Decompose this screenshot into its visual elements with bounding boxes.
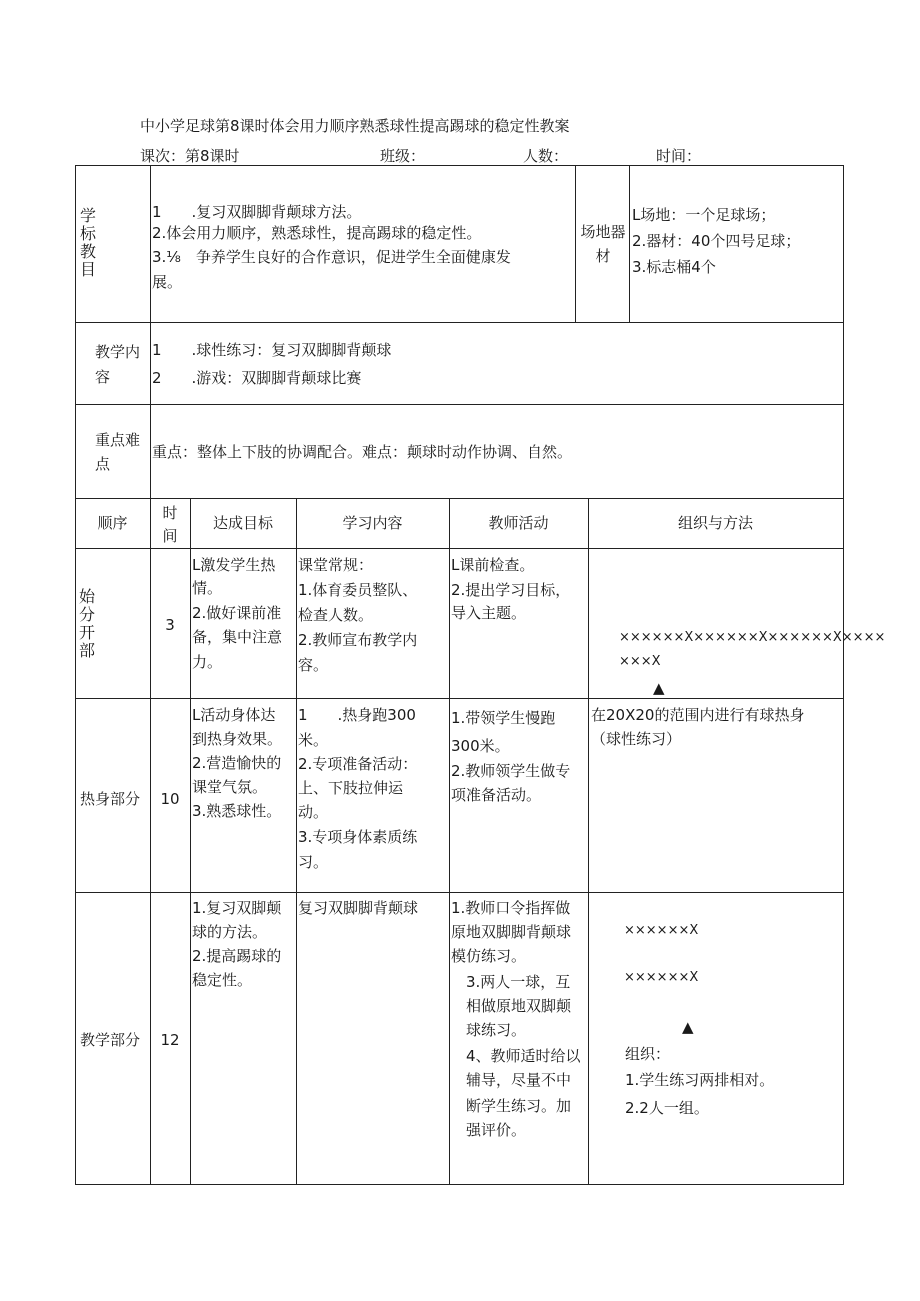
row-goal-line: 课堂气氛。 xyxy=(192,778,268,796)
row-org-line: 组织： xyxy=(625,1045,671,1063)
row-goal-line: 到热身效果。 xyxy=(192,730,283,748)
goal-item: 1 .复习双脚脚背颠球方法。 xyxy=(152,203,362,221)
row-time: 3 xyxy=(165,616,175,634)
row-order: 教学部分 xyxy=(80,1031,141,1049)
row-teacher-line: 导入主题。 xyxy=(451,604,527,622)
header-goal: 达成目标 xyxy=(212,514,273,532)
row-teacher-line: 项准备活动。 xyxy=(451,786,542,804)
row-learn-line: 2.教师宣布教学内 xyxy=(298,631,418,649)
row-goal-line: 力。 xyxy=(192,653,223,671)
venue-item: 2.器材：40个四号足球； xyxy=(632,232,801,250)
lesson-number: 课次：第8课时 xyxy=(140,147,240,165)
row-learn-line: 容。 xyxy=(298,656,329,674)
row-teacher-line: 模仿练习。 xyxy=(451,947,527,965)
header-teacher: 教师活动 xyxy=(488,514,549,532)
teacher-marker-icon: ▲ xyxy=(682,1018,694,1036)
header-org: 组织与方法 xyxy=(677,514,753,532)
row-learn-line: 课堂常规： xyxy=(298,556,374,574)
keypoints-text: 重点：整体上下肢的协调配合。难点：颠球时动作协调、自然。 xyxy=(152,443,573,461)
row-learn-line: 复习双脚脚背颠球 xyxy=(298,899,419,917)
row-teacher-line: 4、教师适时给以 xyxy=(451,1047,581,1065)
class-label: 班级： xyxy=(380,147,426,165)
formation-line: ××××××X××××××X××××××X×××× xyxy=(619,630,886,645)
goals-label: 学标教目 xyxy=(80,206,97,279)
row-teacher-line: 3.两人一球，互 xyxy=(451,973,571,991)
row-order: 热身部分 xyxy=(80,790,141,808)
row-teacher-line: 断学生练习。加 xyxy=(451,1097,572,1115)
row-org-line: 在20X20的范围内进行有球热身 xyxy=(591,706,805,724)
row-time: 12 xyxy=(160,1031,180,1049)
count-label: 人数： xyxy=(523,147,569,165)
row-teacher-line: 强评价。 xyxy=(451,1121,527,1139)
goal-item: 2.体会用力顺序，熟悉球性，提高踢球的稳定性。 xyxy=(152,224,482,242)
row-teacher-line: 1.教师口令指挥做 xyxy=(451,899,571,917)
row-learn-line: 1.体育委员整队、 xyxy=(298,581,418,599)
time-label: 时间： xyxy=(656,147,702,165)
venue-label: 场地器材 xyxy=(580,223,626,265)
goal-item: 3.⅛ 争养学生良好的合作意识，促进学生全面健康发 xyxy=(152,248,511,266)
row-learn-line: 上、下肢拉伸运 xyxy=(298,779,404,797)
row-teacher-line: 球练习。 xyxy=(451,1021,527,1039)
header-time-line: 时 xyxy=(162,504,178,522)
row-teacher-line: 2.提出学习目标， xyxy=(451,581,571,599)
row-goal-line: 2.做好课前准 xyxy=(192,604,282,622)
row-org-line: 2.2人一组。 xyxy=(625,1099,709,1117)
row-teacher-line: 辅导，尽量不中 xyxy=(451,1071,572,1089)
goal-item: 展。 xyxy=(152,273,183,291)
content-item: 1 .球性练习：复习双脚脚背颠球 xyxy=(152,341,392,359)
row-goal-line: 2.提高踢球的 xyxy=(192,947,282,965)
row-teacher-line: 300米。 xyxy=(451,737,510,755)
row-goal-line: L激发学生热 xyxy=(192,556,276,574)
content-item: 2 .游戏：双脚脚背颠球比赛 xyxy=(152,369,362,387)
row-time: 10 xyxy=(160,790,180,808)
document-title: 中小学足球第8课时体会用力顺序熟悉球性提高踢球的稳定性教案 xyxy=(140,117,570,135)
header-time-line: 间 xyxy=(162,527,178,545)
row-teacher-line: 2.教师领学生做专 xyxy=(451,762,571,780)
formation-line: ××××××X xyxy=(624,970,699,985)
row-teacher-line: 1.带领学生慢跑 xyxy=(451,709,556,727)
venue-item: L场地：一个足球场； xyxy=(632,206,776,224)
row-learn-line: 动。 xyxy=(298,803,329,821)
teacher-marker-icon: ▲ xyxy=(653,679,665,697)
row-goal-line: 情。 xyxy=(192,579,223,597)
row-org-line: 1.学生练习两排相对。 xyxy=(625,1071,775,1089)
row-teacher-line: 原地双脚脚背颠球 xyxy=(451,923,572,941)
row-learn-line: 1 .热身跑300 xyxy=(298,706,416,724)
row-goal-line: 球的方法。 xyxy=(192,923,268,941)
row-goal-line: 2.营造愉快的 xyxy=(192,754,282,772)
venue-item: 3.标志桶4个 xyxy=(632,258,716,276)
row-learn-line: 3.专项身体素质练 xyxy=(298,828,418,846)
row-learn-line: 2.专项准备活动： xyxy=(298,755,418,773)
header-order: 顺序 xyxy=(97,514,128,532)
header-learn: 学习内容 xyxy=(342,514,403,532)
formation-line: ××××××X xyxy=(624,923,699,938)
content-label-line: 容 xyxy=(95,368,111,386)
row-learn-line: 习。 xyxy=(298,853,329,871)
row-goal-line: 备，集中注意 xyxy=(192,628,283,646)
row-goal-line: 稳定性。 xyxy=(192,971,253,989)
formation-line: ×××X xyxy=(619,654,661,669)
row-goal-line: 1.复习双脚颠 xyxy=(192,899,282,917)
row-goal-line: 3.熟悉球性。 xyxy=(192,802,282,820)
keypoints-label-line: 重点难 xyxy=(95,431,141,449)
row-learn-line: 米。 xyxy=(298,731,329,749)
row-teacher-line: 相做原地双脚颠 xyxy=(451,997,572,1015)
content-label-line: 教学内 xyxy=(95,343,141,361)
row-goal-line: L活动身体达 xyxy=(192,706,276,724)
row-order: 始分开部 xyxy=(79,587,96,660)
row-teacher-line: L课前检查。 xyxy=(451,556,535,574)
keypoints-label-line: 点 xyxy=(95,455,111,473)
row-learn-line: 检查人数。 xyxy=(298,606,374,624)
row-org-line: （球性练习） xyxy=(591,730,682,748)
